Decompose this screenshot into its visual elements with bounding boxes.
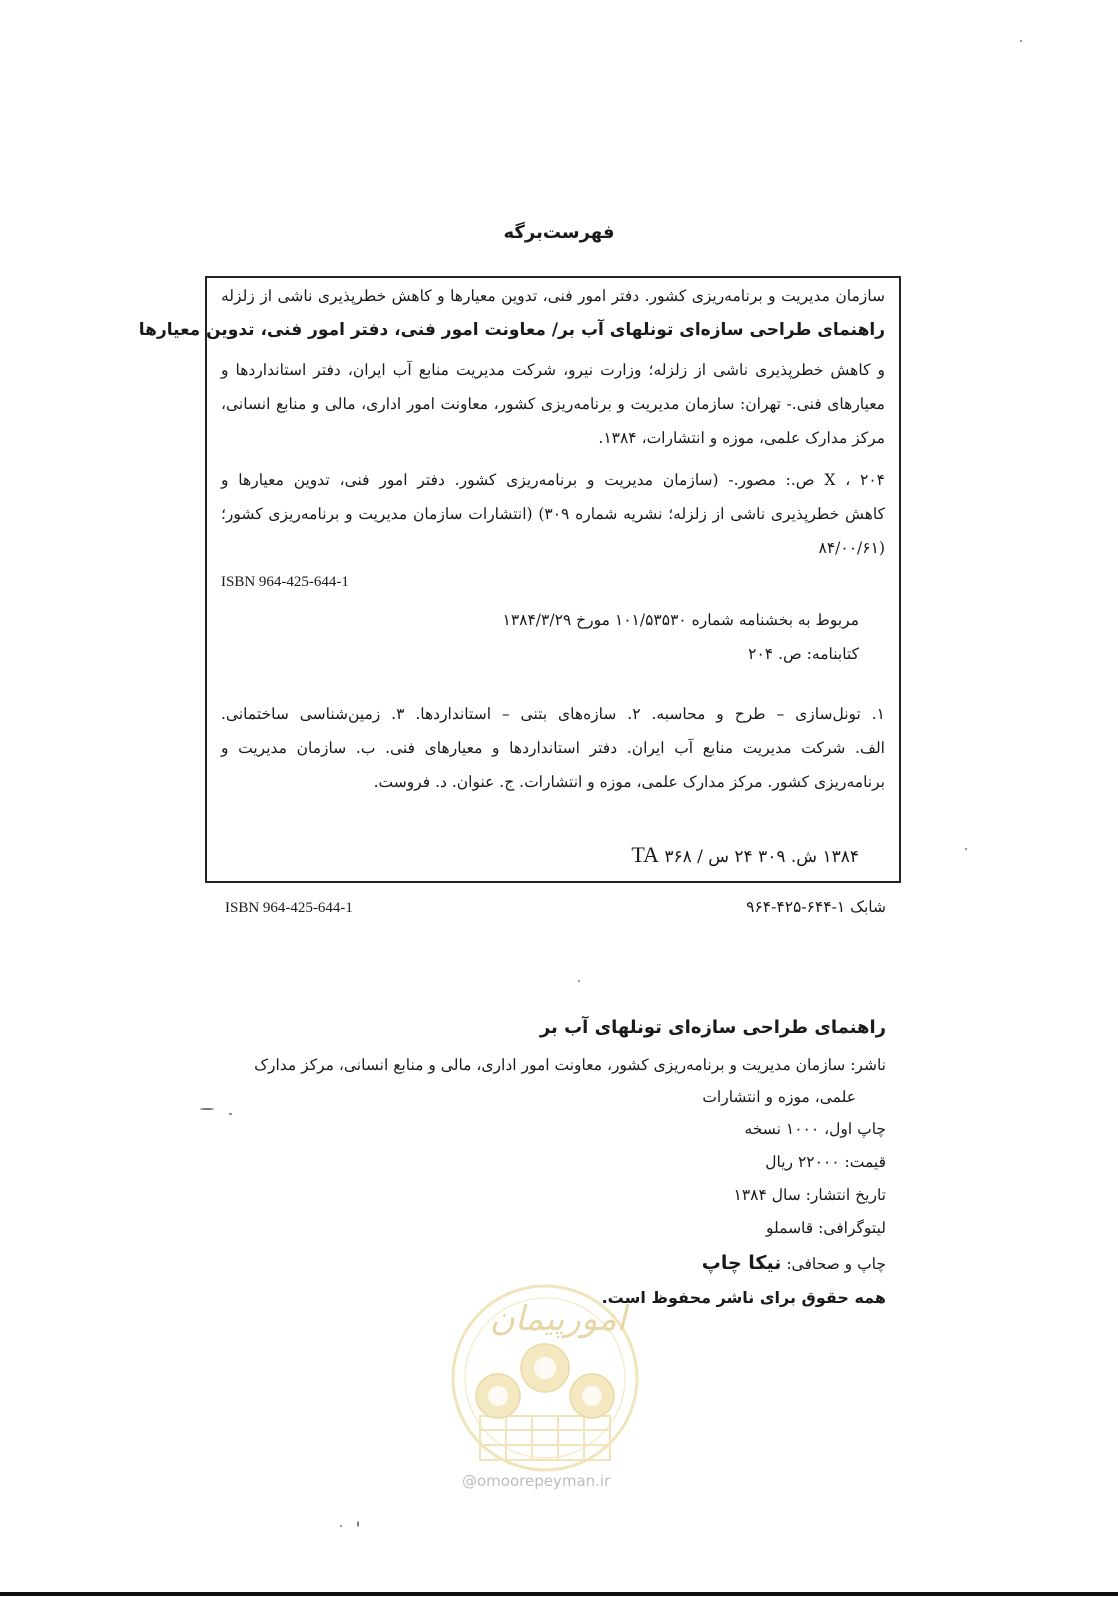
imprint-lithography: لیتوگرافی: قاسملو [765, 1219, 886, 1237]
imprint-print-name: نیکا چاپ [701, 1252, 782, 1274]
cip-line-3: و کاهش خطرپذیری ناشی از زلزله؛ وزارت نیرو، شرکت مدیریت منابع آب ایران، دفتر استانداردها و [221, 361, 885, 379]
cip-title-line: راهنمای طراحی سازه‌ای تونلهای آب بر/ معاونت امور فنی، دفتر امور فنی، تدوین معیارها [138, 320, 885, 340]
imprint-date: تاریخ انتشار: سال ۱۳۸۴ [733, 1186, 886, 1204]
cip-line-1: سازمان مدیریت و برنامه‌ریزی کشور. دفتر امور فنی، تدوین معیارها و کاهش خطرپذیری ناشی از زلزله [221, 287, 885, 305]
imprint-publisher-cont: علمی، موزه و انتشارات [702, 1088, 856, 1106]
cip-subjects-1: ۱. تونل‌سازی – طرح و محاسبه. ۲. سازه‌های بتنی – استانداردها. ۳. زمین‌شناسی ساختمانی. [221, 705, 885, 723]
isbn-latin: ISBN 964-425-644-1 [225, 900, 353, 916]
watermark-site: @omoorepeyman.ir [462, 1472, 611, 1490]
cip-series-end: (۸۴/۰۰/۶۱ [818, 539, 885, 557]
cip-line-5: مرکز مدارک علمی، موزه و انتشارات، ۱۳۸۴. [598, 429, 885, 447]
scan-speck [578, 980, 580, 982]
imprint-price: قیمت: ۲۲۰۰۰ ریال [765, 1153, 886, 1171]
scan-bottom-edge [0, 1592, 1118, 1596]
watermark-logo [440, 1268, 670, 1478]
scan-speck [357, 1521, 359, 1527]
scan-speck [340, 1525, 342, 1527]
cip-series-line: کاهش خطرپذیری ناشی از زلزله؛ نشریه شماره ۳۰۹) (انتشارات سازمان مدیریت و برنامه‌ریزی کشور؛ [221, 505, 885, 523]
cip-record-box [138, 276, 901, 883]
imprint-publisher: ناشر: سازمان مدیریت و برنامه‌ریزی کشور، معاونت امور اداری، مالی و منابع انسانی، مرکز مدارک [254, 1056, 886, 1074]
cip-subjects-2: الف. شرکت مدیریت منابع آب ایران. دفتر استانداردها و معیارهای فنی. ب. سازمان مدیریت و [221, 739, 885, 757]
cip-collation-line: X ، ۲۰۴ ص.: مصور.- (سازمان مدیریت و برنامه‌ریزی کشور. دفتر امور فنی، تدوین معیارها و [221, 471, 886, 489]
cip-subjects-3: برنامه‌ریزی کشور. مرکز مدارک علمی، موزه و انتشارات. ج. عنوان. د. فروست. [373, 773, 885, 791]
isbn-persian: شابک ۱-۶۴۴-۴۲۵-۹۶۴ [746, 898, 886, 916]
imprint-book-title: راهنمای طراحی سازه‌ای تونلهای آب بر [539, 1017, 886, 1038]
classification-prefix: ۱۳۸۴ ش. ۳۰۹ ۲۴ س / ۳۶۸ [664, 847, 859, 867]
imprint-print-label: چاپ و صحافی: [786, 1255, 886, 1273]
imprint-printing [702, 1252, 886, 1274]
scan-speck [1020, 40, 1022, 42]
imprint-rights: همه حقوق برای ناشر محفوظ است. [601, 1288, 886, 1307]
cip-note-circular: مربوط به بخشنامه شماره ۱۰۱/۵۳۵۳۰ مورخ ۱۳۸۴/۳/۲۹ [502, 611, 859, 629]
watermark-script: امورپیمان [489, 1299, 627, 1339]
catalog-heading: فهرست‌برگه [503, 222, 615, 243]
imprint-edition: چاپ اول، ۱۰۰۰ نسخه [744, 1120, 886, 1138]
cip-isbn: ISBN 964-425-644-1 [221, 574, 349, 590]
classification-ta: TA [631, 842, 659, 867]
scan-speck [965, 848, 967, 850]
cip-note-bibliography: کتابنامه: ص. ۲۰۴ [748, 645, 859, 663]
cip-line-4: معیارهای فنی.- تهران: سازمان مدیریت و برنامه‌ریزی کشور، معاونت امور اداری، مالی و منابع انسانی، [221, 395, 885, 413]
scan-speck [229, 1113, 232, 1115]
scan-mark [200, 1108, 214, 1110]
classification-number [631, 842, 859, 868]
